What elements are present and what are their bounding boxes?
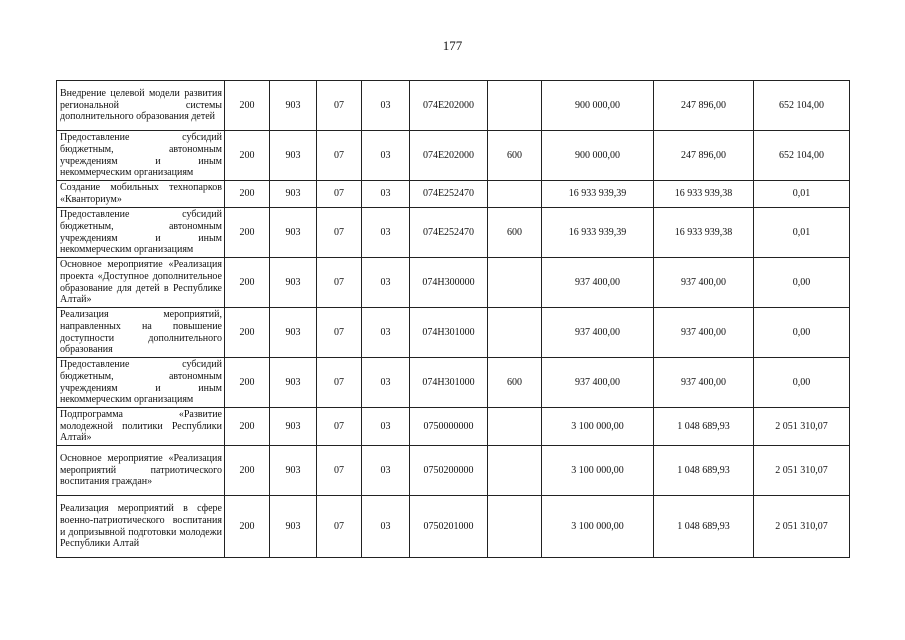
row-col-subsection: 03 xyxy=(362,208,410,258)
row-col-903: 903 xyxy=(270,446,317,496)
row-amount-remaining: 2 051 310,07 xyxy=(754,446,850,496)
row-expense-type: 600 xyxy=(488,358,542,408)
row-amount-planned: 937 400,00 xyxy=(542,358,654,408)
row-expense-type: 600 xyxy=(488,208,542,258)
row-col-section: 07 xyxy=(317,496,362,558)
row-amount-planned: 3 100 000,00 xyxy=(542,446,654,496)
row-col-200: 200 xyxy=(225,308,270,358)
row-col-section: 07 xyxy=(317,308,362,358)
row-description: Реализация мероприятий, направленных на повышение доступности дополнительного образования xyxy=(57,308,225,358)
row-amount-remaining: 0,00 xyxy=(754,258,850,308)
row-target-code: 074Н301000 xyxy=(410,358,488,408)
row-col-subsection: 03 xyxy=(362,446,410,496)
row-amount-executed: 247 896,00 xyxy=(654,81,754,131)
row-col-200: 200 xyxy=(225,408,270,446)
row-amount-remaining: 0,01 xyxy=(754,181,850,208)
row-amount-remaining: 652 104,00 xyxy=(754,131,850,181)
row-col-903: 903 xyxy=(270,496,317,558)
table-row xyxy=(57,446,850,496)
row-col-subsection: 03 xyxy=(362,496,410,558)
table-row xyxy=(57,308,850,358)
row-target-code: 0750200000 xyxy=(410,446,488,496)
row-amount-planned: 937 400,00 xyxy=(542,258,654,308)
row-target-code: 074Н301000 xyxy=(410,308,488,358)
row-amount-planned: 16 933 939,39 xyxy=(542,181,654,208)
row-amount-remaining: 2 051 310,07 xyxy=(754,496,850,558)
row-target-code: 074E252470 xyxy=(410,181,488,208)
row-description: Основное мероприятие «Реализация проекта «Доступное дополнительное образование для детей в Республике Алтай» xyxy=(57,258,225,308)
row-amount-planned: 3 100 000,00 xyxy=(542,408,654,446)
row-amount-remaining: 0,01 xyxy=(754,208,850,258)
row-amount-executed: 937 400,00 xyxy=(654,258,754,308)
row-col-section: 07 xyxy=(317,258,362,308)
row-amount-executed: 16 933 939,38 xyxy=(654,208,754,258)
row-amount-planned: 3 100 000,00 xyxy=(542,496,654,558)
row-amount-executed: 247 896,00 xyxy=(654,131,754,181)
row-col-200: 200 xyxy=(225,131,270,181)
row-amount-planned: 937 400,00 xyxy=(542,308,654,358)
table-row xyxy=(57,408,850,446)
table-row xyxy=(57,208,850,258)
row-col-903: 903 xyxy=(270,81,317,131)
table-row xyxy=(57,181,850,208)
row-expense-type: 600 xyxy=(488,131,542,181)
row-col-903: 903 xyxy=(270,308,317,358)
row-col-section: 07 xyxy=(317,181,362,208)
row-target-code: 0750201000 xyxy=(410,496,488,558)
row-description: Реализация мероприятий в сфере военно-патриотического воспитания и допризывной подготовки молодежи Республики Алтай xyxy=(57,496,225,558)
budget-table xyxy=(56,80,850,558)
row-col-200: 200 xyxy=(225,446,270,496)
row-expense-type xyxy=(488,81,542,131)
page-number: 177 xyxy=(442,38,463,53)
row-amount-executed: 1 048 689,93 xyxy=(654,408,754,446)
row-expense-type xyxy=(488,258,542,308)
row-col-subsection: 03 xyxy=(362,358,410,408)
row-col-200: 200 xyxy=(225,496,270,558)
row-expense-type xyxy=(488,408,542,446)
row-description: Внедрение целевой модели развития региональной системы дополнительного образования детей xyxy=(57,81,225,131)
row-expense-type xyxy=(488,308,542,358)
row-amount-remaining: 2 051 310,07 xyxy=(754,408,850,446)
row-col-section: 07 xyxy=(317,208,362,258)
table-row xyxy=(57,496,850,558)
row-target-code: 074E202000 xyxy=(410,131,488,181)
row-col-903: 903 xyxy=(270,408,317,446)
row-description: Предоставление субсидий бюджетным, автономным учреждениям и иным некоммерческим организациям xyxy=(57,358,225,408)
row-col-200: 200 xyxy=(225,358,270,408)
row-col-subsection: 03 xyxy=(362,131,410,181)
row-expense-type xyxy=(488,446,542,496)
row-col-subsection: 03 xyxy=(362,181,410,208)
row-target-code: 074E252470 xyxy=(410,208,488,258)
row-target-code: 0750000000 xyxy=(410,408,488,446)
row-col-section: 07 xyxy=(317,131,362,181)
row-amount-planned: 900 000,00 xyxy=(542,81,654,131)
row-description: Предоставление субсидий бюджетным, автономным учреждениям и иным некоммерческим организациям xyxy=(57,208,225,258)
table-row xyxy=(57,358,850,408)
row-amount-executed: 1 048 689,93 xyxy=(654,496,754,558)
table-row xyxy=(57,131,850,181)
row-amount-remaining: 0,00 xyxy=(754,358,850,408)
row-amount-executed: 937 400,00 xyxy=(654,308,754,358)
row-description: Подпрограмма «Развитие молодежной политики Республики Алтай» xyxy=(57,408,225,446)
row-col-200: 200 xyxy=(225,181,270,208)
row-col-subsection: 03 xyxy=(362,308,410,358)
table-row xyxy=(57,81,850,131)
row-col-200: 200 xyxy=(225,208,270,258)
row-col-subsection: 03 xyxy=(362,258,410,308)
row-col-903: 903 xyxy=(270,181,317,208)
row-amount-remaining: 652 104,00 xyxy=(754,81,850,131)
row-amount-planned: 900 000,00 xyxy=(542,131,654,181)
row-amount-remaining: 0,00 xyxy=(754,308,850,358)
row-col-903: 903 xyxy=(270,258,317,308)
row-amount-planned: 16 933 939,39 xyxy=(542,208,654,258)
row-amount-executed: 937 400,00 xyxy=(654,358,754,408)
row-expense-type xyxy=(488,181,542,208)
row-amount-executed: 1 048 689,93 xyxy=(654,446,754,496)
row-description: Основное мероприятие «Реализация мероприятий патриотического воспитания граждан» xyxy=(57,446,225,496)
row-target-code: 074E202000 xyxy=(410,81,488,131)
row-col-903: 903 xyxy=(270,208,317,258)
row-col-section: 07 xyxy=(317,446,362,496)
table-row xyxy=(57,258,850,308)
row-description: Создание мобильных технопарков «Кванториум» xyxy=(57,181,225,208)
row-col-903: 903 xyxy=(270,131,317,181)
row-col-subsection: 03 xyxy=(362,408,410,446)
row-description: Предоставление субсидий бюджетным, автономным учреждениям и иным некоммерческим организациям xyxy=(57,131,225,181)
row-col-section: 07 xyxy=(317,408,362,446)
row-col-200: 200 xyxy=(225,258,270,308)
row-col-section: 07 xyxy=(317,81,362,131)
row-amount-executed: 16 933 939,38 xyxy=(654,181,754,208)
row-col-section: 07 xyxy=(317,358,362,408)
row-col-200: 200 xyxy=(225,81,270,131)
row-target-code: 074Н300000 xyxy=(410,258,488,308)
row-expense-type xyxy=(488,496,542,558)
row-col-subsection: 03 xyxy=(362,81,410,131)
row-col-903: 903 xyxy=(270,358,317,408)
